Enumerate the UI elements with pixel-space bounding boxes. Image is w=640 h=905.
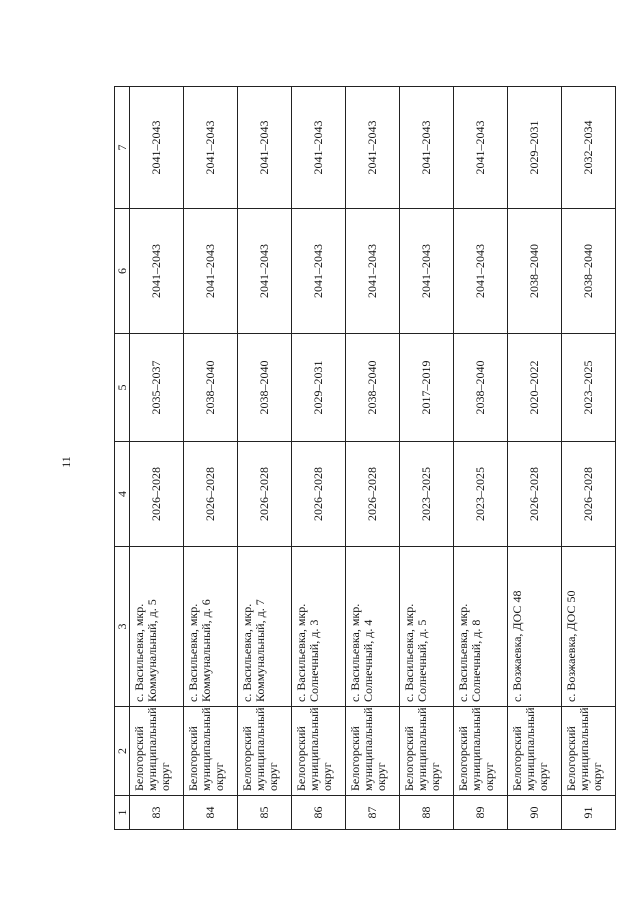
period-cell: 2026–2028	[562, 442, 616, 547]
column-header: 2	[115, 707, 130, 796]
address-cell: с. Васильевка, мкр. Солнечный, д. 4	[346, 547, 400, 707]
period-cell: 2026–2028	[292, 442, 346, 547]
period-cell: 2023–2025	[400, 442, 454, 547]
table-row	[346, 87, 400, 830]
schedule-table	[114, 86, 616, 830]
column-header: 4	[115, 442, 130, 547]
period-cell: 2026–2028	[238, 442, 292, 547]
row-number: 85	[238, 796, 292, 830]
address-cell: с. Васильевка, мкр. Коммунальный, д. 6	[184, 547, 238, 707]
row-number: 87	[346, 796, 400, 830]
table-row	[508, 87, 562, 830]
row-number: 84	[184, 796, 238, 830]
period-cell: 2023–2025	[562, 334, 616, 442]
period-cell: 2041–2043	[400, 87, 454, 209]
district-cell: Белогорский муниципальный округ	[400, 707, 454, 796]
district-cell: Белогорский муниципальный округ	[238, 707, 292, 796]
address-cell: с. Возжаевка, ДОС 48	[508, 547, 562, 707]
period-cell: 2026–2028	[508, 442, 562, 547]
district-cell: Белогорский муниципальный округ	[130, 707, 184, 796]
table-row	[130, 87, 184, 830]
period-cell: 2029–2031	[508, 87, 562, 209]
column-header: 1	[115, 796, 130, 830]
district-cell: Белогорский муниципальный округ	[292, 707, 346, 796]
period-cell: 2038–2040	[562, 209, 616, 334]
period-cell: 2041–2043	[346, 87, 400, 209]
column-header: 7	[115, 87, 130, 209]
period-cell: 2041–2043	[292, 209, 346, 334]
header-row	[115, 87, 130, 830]
row-number: 91	[562, 796, 616, 830]
column-header: 5	[115, 334, 130, 442]
row-number: 83	[130, 796, 184, 830]
address-cell: с. Васильевка, мкр. Коммунальный, д. 5	[130, 547, 184, 707]
period-cell: 2041–2043	[130, 209, 184, 334]
period-cell: 2023–2025	[454, 442, 508, 547]
address-cell: с. Васильевка, мкр. Коммунальный, д. 7	[238, 547, 292, 707]
district-cell: Белогорский муниципальный округ	[562, 707, 616, 796]
address-cell: с. Васильевка, мкр. Солнечный, д. 5	[400, 547, 454, 707]
row-number: 89	[454, 796, 508, 830]
period-cell: 2041–2043	[184, 87, 238, 209]
period-cell: 2041–2043	[400, 209, 454, 334]
column-header: 6	[115, 209, 130, 334]
address-cell: с. Возжаевка, ДОС 50	[562, 547, 616, 707]
period-cell: 2038–2040	[184, 334, 238, 442]
period-cell: 2038–2040	[508, 209, 562, 334]
period-cell: 2041–2043	[238, 87, 292, 209]
period-cell: 2041–2043	[130, 87, 184, 209]
table-row	[238, 87, 292, 830]
period-cell: 2041–2043	[346, 209, 400, 334]
rotated-table-wrapper	[114, 87, 626, 830]
table-row	[184, 87, 238, 830]
table-row	[454, 87, 508, 830]
address-cell: с. Васильевка, мкр. Солнечный, д. 3	[292, 547, 346, 707]
row-number: 88	[400, 796, 454, 830]
table-row	[562, 87, 616, 830]
district-cell: Белогорский муниципальный округ	[184, 707, 238, 796]
period-cell: 2041–2043	[292, 87, 346, 209]
period-cell: 2032–2034	[562, 87, 616, 209]
period-cell: 2038–2040	[454, 334, 508, 442]
period-cell: 2038–2040	[238, 334, 292, 442]
period-cell: 2026–2028	[184, 442, 238, 547]
period-cell: 2026–2028	[130, 442, 184, 547]
period-cell: 2041–2043	[238, 209, 292, 334]
page-number: 11	[59, 456, 73, 468]
period-cell: 2035–2037	[130, 334, 184, 442]
district-cell: Белогорский муниципальный округ	[454, 707, 508, 796]
period-cell: 2029–2031	[292, 334, 346, 442]
period-cell: 2038–2040	[346, 334, 400, 442]
period-cell: 2041–2043	[454, 209, 508, 334]
period-cell: 2041–2043	[184, 209, 238, 334]
period-cell: 2026–2028	[346, 442, 400, 547]
period-cell: 2017–2019	[400, 334, 454, 442]
table-row	[400, 87, 454, 830]
row-number: 90	[508, 796, 562, 830]
period-cell: 2041–2043	[454, 87, 508, 209]
address-cell: с. Васильевка, мкр. Солнечный, д. 8	[454, 547, 508, 707]
district-cell: Белогорский муниципальный округ	[346, 707, 400, 796]
column-header: 3	[115, 547, 130, 707]
row-number: 86	[292, 796, 346, 830]
district-cell: Белогорский муниципальный округ	[508, 707, 562, 796]
table-row	[292, 87, 346, 830]
period-cell: 2020–2022	[508, 334, 562, 442]
